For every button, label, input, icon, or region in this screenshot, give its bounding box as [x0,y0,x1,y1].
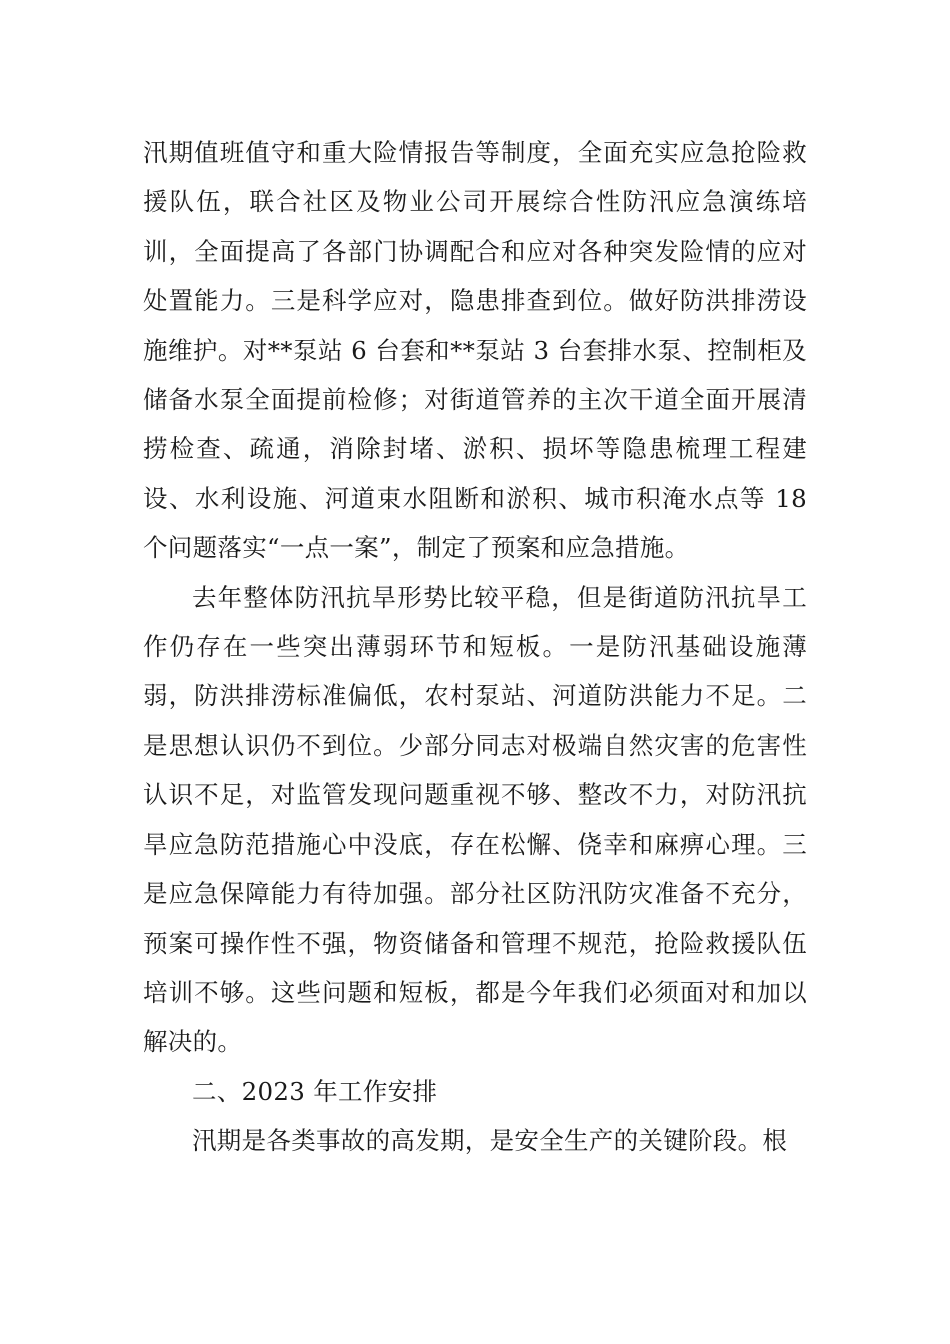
body-paragraph-1: 汛期值班值守和重大险情报告等制度，全面充实应急抢险救援队伍，联合社区及物业公司开展综合性防汛应急演练培训，全面提高了各部门协调配合和应对各种突发险情的应对处置能力。三是科学应对，隐患排查到位。做好防洪排涝设施维护。对**泵站 6 台套和**泵站 3 台套排水泵、控制柜及储备水泵全面提前检修；对街道管养的主次干道全面开展清捞检查、疏通，消除封堵、淤积、损坏等隐患梳理工程建设、水利设施、河道束水阻断和淤积、城市积淹水点等 18 个问题落实“一点一案”，制定了预案和应急措施。 [143,138,807,563]
body-paragraph-2: 去年整体防汛抗旱形势比较平稳，但是街道防汛抗旱工作仍存在一些突出薄弱环节和短板。一是防汛基础设施薄弱，防洪排涝标准偏低，农村泵站、河道防洪能力不足。二是思想认识仍不到位。少部分同志对极端自然灾害的危害性认识不足，对监管发现问题重视不够、整改不力，对防汛抗旱应急防范措施心中没底，存在松懈、侥幸和麻痹心理。三是应急保障能力有待加强。部分社区防汛防灾准备不充分，预案可操作性不强，物资储备和管理不规范，抢险救援队伍培训不够。这些问题和短板，都是今年我们必须面对和加以解决的。 [143,582,807,1057]
document-page [143,128,807,1166]
body-paragraph-3: 汛期是各类事故的高发期，是安全生产的关键阶段。根 [192,1126,788,1156]
section-heading: 二、2023 年工作安排 [192,1076,438,1106]
